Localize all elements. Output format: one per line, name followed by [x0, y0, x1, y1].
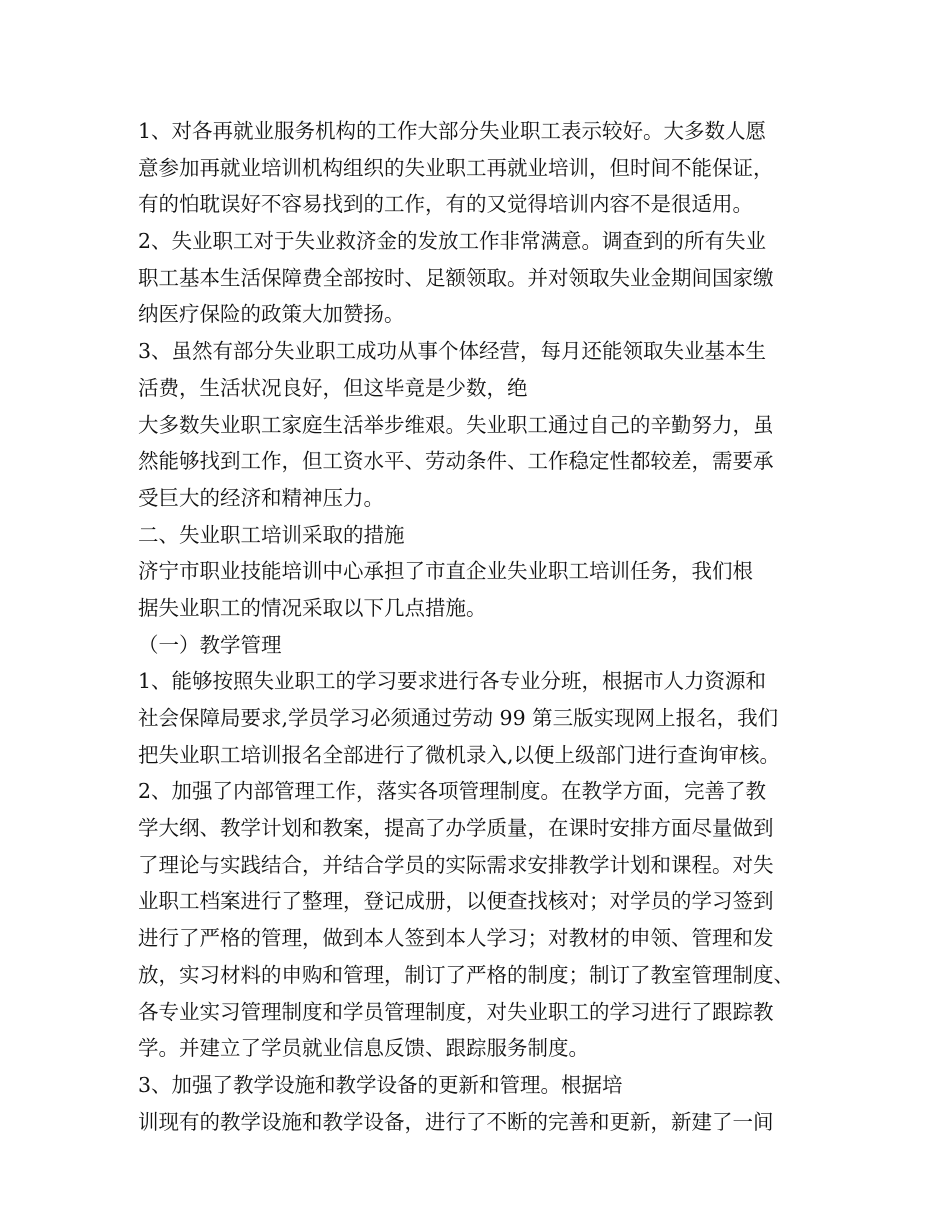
- text-line: 放，实习材料的申购和管理，制订了严格的制度；制订了教室管理制度、: [138, 962, 794, 987]
- text-line: 1、对各再就业服务机构的工作大部分失业职工表示较好。大多数人愿: [138, 119, 767, 143]
- text-line: 训现有的教学设施和教学设备，进行了不断的完善和更新，新建了一间: [138, 1109, 774, 1134]
- text-line: 进行了严格的管理，做到本人签到本人学习；对教材的申领、管理和发: [138, 926, 774, 951]
- text-line: 济宁市职业技能培训中心承担了市直企业失业职工培训任务，我们根: [138, 559, 753, 584]
- text-line: 职工基本生活保障费全部按时、足额领取。并对领取失业金期间国家缴: [138, 265, 774, 290]
- text-line: 学大纲、教学计划和教案，提高了办学质量，在课时安排方面尽量做到: [138, 816, 774, 841]
- text-line: 有的怕耽误好不容易找到的工作，有的又觉得培训内容不是很适用。: [138, 192, 753, 217]
- text-line: 意参加再就业培训机构组织的失业职工再就业培训，但时间不能保证，: [138, 155, 774, 180]
- text-line: 3、加强了教学设施和教学设备的更新和管理。根据培: [138, 1072, 623, 1097]
- text-line: 2、加强了内部管理工作，落实各项管理制度。在教学方面，完善了教: [138, 779, 767, 804]
- document-body: [138, 113, 828, 1140]
- text-line: 把失业职工培训报名全部进行了微机录入,以便上级部门进行查询审核。: [138, 742, 781, 767]
- section-heading: 二、失业职工培训采取的措施: [138, 522, 405, 547]
- text-line: 大多数失业职工家庭生活举步维艰。失业职工通过自己的辛勤努力，虽: [138, 412, 774, 437]
- subsection-heading: （一）教学管理: [138, 632, 282, 657]
- text-line: 社会保障局要求,学员学习必须通过劳动 99 第三版实现网上报名，我们: [138, 706, 779, 730]
- text-line: 纳医疗保险的政策大加赞扬。: [138, 302, 405, 327]
- text-line: 各专业实习管理制度和学员管理制度，对失业职工的学习进行了跟踪教: [138, 999, 774, 1024]
- text-line: 学。并建立了学员就业信息反馈、跟踪服务制度。: [138, 1036, 589, 1061]
- text-line: 活费，生活状况良好，但这毕竟是少数，绝: [138, 375, 528, 400]
- text-line: 据失业职工的情况采取以下几点措施。: [138, 595, 487, 620]
- text-line: 受巨大的经济和精神压力。: [138, 485, 384, 510]
- text-line: 2、失业职工对于失业救济金的发放工作非常满意。调查到的所有失业: [138, 229, 767, 254]
- text-line: 1、能够按照失业职工的学习要求进行各专业分班，根据市人力资源和: [138, 669, 767, 694]
- text-line: 然能够找到工作，但工资水平、劳动条件、工作稳定性都较差，需要承: [138, 449, 774, 474]
- text-line: 3、虽然有部分失业职工成功从事个体经营，每月还能领取失业基本生: [138, 339, 767, 364]
- text-line: 业职工档案进行了整理，登记成册，以便查找核对；对学员的学习签到: [138, 889, 774, 914]
- text-line: 了理论与实践结合，并结合学员的实际需求安排教学计划和课程。对失: [138, 852, 774, 877]
